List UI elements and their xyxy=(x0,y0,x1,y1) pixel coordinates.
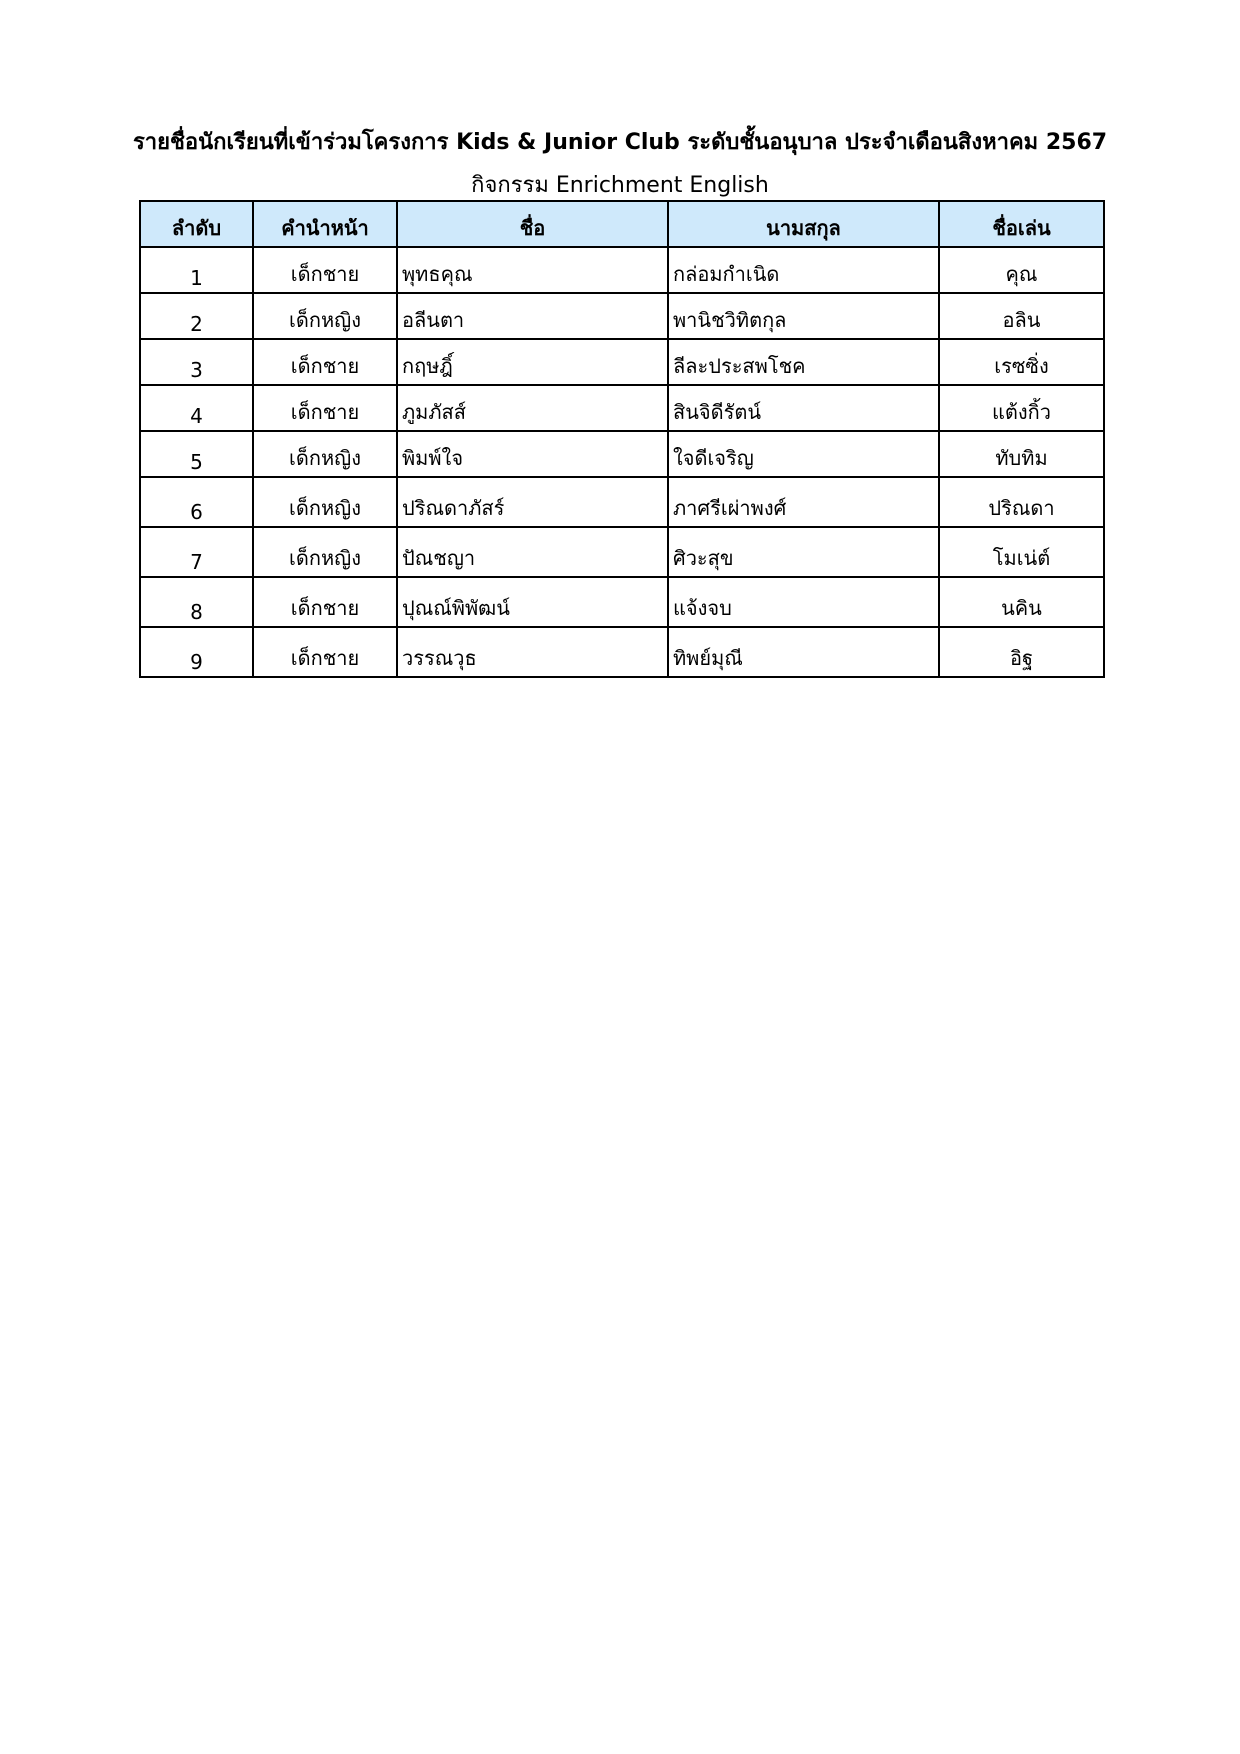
cell-last-name: ลีละประสพโชค xyxy=(668,339,939,385)
cell-first-name: ปริณดาภัสร์ xyxy=(397,477,668,527)
column-header-last-name: นามสกุล xyxy=(668,201,939,247)
cell-prefix: เด็กชาย xyxy=(253,385,397,431)
table-row xyxy=(140,385,1104,431)
cell-last-name: ใจดีเจริญ xyxy=(668,431,939,477)
table-header-row xyxy=(140,201,1104,247)
document-title: รายชื่อนักเรียนที่เข้าร่วมโครงการ Kids & Junior Club ระดับชั้นอนุบาล ประจำเดือนสิงหาคม 2567 xyxy=(132,130,1108,155)
cell-last-name: ทิพย์มุณี xyxy=(668,627,939,677)
cell-last-name: สินจิดีรัตน์ xyxy=(668,385,939,431)
cell-last-name: พานิชวิทิตกุล xyxy=(668,293,939,339)
cell-first-name: พิมพ์ใจ xyxy=(397,431,668,477)
document-subtitle: กิจกรรม Enrichment English xyxy=(471,173,769,198)
cell-no: 9 xyxy=(140,627,253,677)
cell-first-name: อลีนตา xyxy=(397,293,668,339)
cell-nickname: ทับทิม xyxy=(939,431,1104,477)
cell-no: 7 xyxy=(140,527,253,577)
table-row xyxy=(140,527,1104,577)
cell-nickname: อลิน xyxy=(939,293,1104,339)
table-row xyxy=(140,577,1104,627)
cell-last-name: ภาศรีเผ่าพงศ์ xyxy=(668,477,939,527)
cell-no: 3 xyxy=(140,339,253,385)
cell-nickname: เรซซิ่ง xyxy=(939,339,1104,385)
cell-last-name: ศิวะสุข xyxy=(668,527,939,577)
cell-prefix: เด็กชาย xyxy=(253,339,397,385)
cell-prefix: เด็กหญิง xyxy=(253,527,397,577)
cell-first-name: พุทธคุณ xyxy=(397,247,668,293)
cell-no: 2 xyxy=(140,293,253,339)
cell-nickname: อิฐ xyxy=(939,627,1104,677)
column-header-nickname: ชื่อเล่น xyxy=(939,201,1104,247)
cell-last-name: กล่อมกำเนิด xyxy=(668,247,939,293)
cell-nickname: คุณ xyxy=(939,247,1104,293)
table-row xyxy=(140,477,1104,527)
cell-prefix: เด็กชาย xyxy=(253,247,397,293)
cell-no: 4 xyxy=(140,385,253,431)
cell-prefix: เด็กหญิง xyxy=(253,431,397,477)
table-row xyxy=(140,293,1104,339)
cell-nickname: นคิน xyxy=(939,577,1104,627)
column-header-no: ลำดับ xyxy=(140,201,253,247)
table-row xyxy=(140,339,1104,385)
column-header-first-name: ชื่อ xyxy=(397,201,668,247)
table-row xyxy=(140,431,1104,477)
cell-first-name: ปัณชญา xyxy=(397,527,668,577)
cell-first-name: ปุณณ์พิพัฒน์ xyxy=(397,577,668,627)
cell-first-name: ภูมภัสส์ xyxy=(397,385,668,431)
column-header-prefix: คำนำหน้า xyxy=(253,201,397,247)
cell-last-name: แจ้งจบ xyxy=(668,577,939,627)
cell-prefix: เด็กหญิง xyxy=(253,477,397,527)
cell-nickname: แต้งกิ้ว xyxy=(939,385,1104,431)
cell-prefix: เด็กชาย xyxy=(253,627,397,677)
cell-nickname: โมเน่ต์ xyxy=(939,527,1104,577)
table-row xyxy=(140,627,1104,677)
cell-nickname: ปริณดา xyxy=(939,477,1104,527)
cell-first-name: วรรณวุธ xyxy=(397,627,668,677)
cell-prefix: เด็กหญิง xyxy=(253,293,397,339)
cell-no: 6 xyxy=(140,477,253,527)
cell-prefix: เด็กชาย xyxy=(253,577,397,627)
cell-first-name: กฤษฎิ์ xyxy=(397,339,668,385)
cell-no: 8 xyxy=(140,577,253,627)
cell-no: 5 xyxy=(140,431,253,477)
cell-no: 1 xyxy=(140,247,253,293)
student-roster-table xyxy=(139,200,1105,678)
table-row xyxy=(140,247,1104,293)
